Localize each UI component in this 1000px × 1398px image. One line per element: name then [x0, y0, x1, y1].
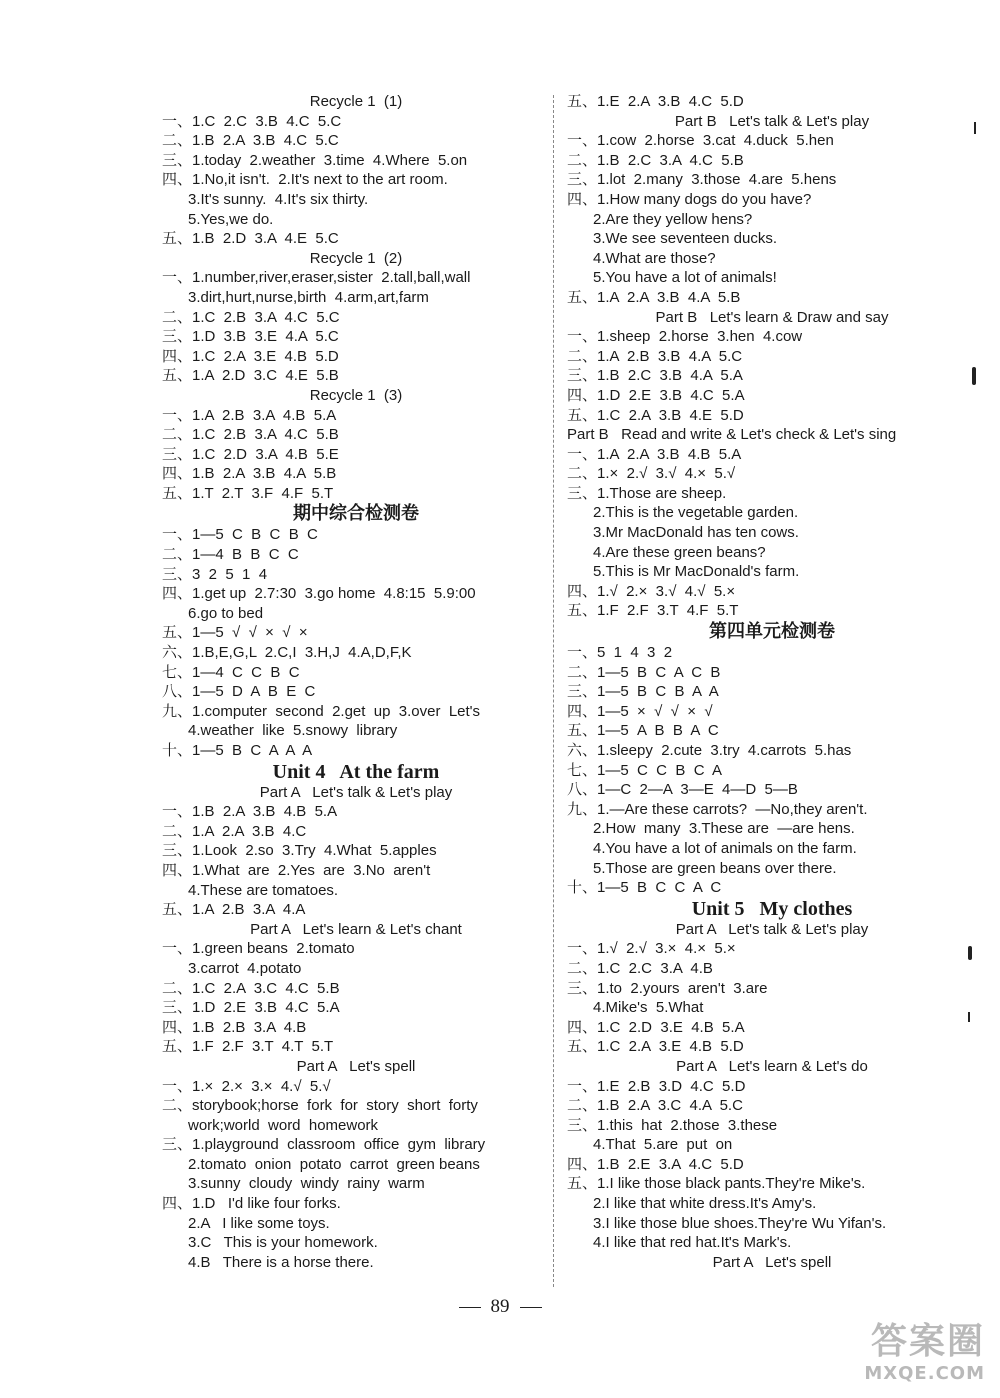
left-column-line: 七、1—4 C C B C: [162, 663, 300, 681]
right-column-line: 四、1.C 2.D 3.E 4.B 5.A: [567, 1018, 745, 1036]
left-column-line: 二、storybook;horse fork for story short forty: [162, 1097, 478, 1115]
right-column-line: 九、1.—Are these carrots? —No,they aren't.: [567, 800, 868, 818]
right-column-line: 五、1.F 2.F 3.T 4.F 5.T: [567, 602, 739, 620]
left-column-line: 五、1.F 2.F 3.T 4.T 5.T: [162, 1038, 334, 1056]
left-column-line: 四、1.What are 2.Yes are 3.No aren't: [162, 861, 431, 879]
column-divider: [553, 95, 554, 1287]
right-column-line: 五、1.C 2.A 3.B 4.E 5.D: [567, 406, 744, 424]
right-column-line: 二、1.× 2.√ 3.√ 4.× 5.√: [567, 465, 736, 483]
left-column-line: 3.C This is your homework.: [188, 1234, 378, 1252]
left-column-line: 五、1.A 2.D 3.C 4.E 5.B: [162, 367, 339, 385]
left-column-line: 二、1.C 2.B 3.A 4.C 5.C: [162, 308, 340, 326]
right-column-line: 五、1.C 2.A 3.E 4.B 5.D: [567, 1038, 744, 1056]
left-column-line: Recycle 1 (1): [309, 93, 403, 110]
right-column-line: 4.What are those?: [593, 249, 716, 267]
right-column-line: 5.This is Mr MacDonald's farm.: [593, 563, 800, 581]
right-column-line: 四、1.D 2.E 3.B 4.C 5.A: [567, 386, 745, 404]
scan-speck: [974, 122, 976, 134]
right-column-line: 2.This is the vegetable garden.: [593, 504, 799, 522]
right-column-line: Part A Let's spell: [712, 1253, 832, 1271]
right-column-line: 3.Mr MacDonald has ten cows.: [593, 524, 799, 542]
right-column-line: 四、1.√ 2.× 3.√ 4.√ 5.×: [567, 582, 736, 600]
right-column-line: 五、1.E 2.A 3.B 4.C 5.D: [567, 93, 744, 110]
left-column-line: 三、3 2 5 1 4: [162, 565, 268, 583]
left-column-line: 4.weather like 5.snowy library: [188, 722, 398, 740]
left-column-line: 一、1.number,river,eraser,sister 2.tall,ball,wall: [162, 269, 471, 287]
left-column-line: 3.dirt,hurt,nurse,birth 4.arm,art,farm: [188, 288, 429, 306]
scan-speck: [968, 946, 972, 960]
left-column-line: 九、1.computer second 2.get up 3.over Let's: [162, 702, 481, 720]
left-column-line: 一、1.× 2.× 3.× 4.√ 5.√: [162, 1077, 331, 1095]
right-column-line: 三、1.this hat 2.those 3.these: [567, 1116, 778, 1134]
right-column-line: 三、1.to 2.yours aren't 3.are: [567, 979, 768, 997]
right-column-line: 五、1.A 2.A 3.B 4.A 5.B: [567, 288, 741, 306]
right-column: [567, 92, 977, 1272]
right-column-line: Part B Read and write & Let's check & Let's sing: [567, 426, 897, 444]
left-column-line: Unit 4 At the farm: [272, 760, 440, 783]
right-column-line: 十、1—5 B C C A C: [567, 879, 722, 897]
scan-speck: [972, 367, 976, 385]
left-column-line: 一、1.C 2.C 3.B 4.C 5.C: [162, 112, 342, 130]
left-column-line: Recycle 1 (3): [309, 386, 403, 404]
right-column-line: 4.Are these green beans?: [593, 543, 766, 561]
page-number-dash-left: [459, 1307, 481, 1308]
right-column-line: 4.Mike's 5.What: [593, 999, 704, 1017]
right-column-line: 七、1—5 C C B C A: [567, 761, 723, 779]
left-column-line: Part A Let's learn & Let's chant: [250, 920, 462, 938]
left-column-line: 期中综合检测卷: [293, 503, 419, 525]
left-column-line: 五、1.A 2.B 3.A 4.A: [162, 901, 306, 919]
left-column-line: 5.Yes,we do.: [188, 210, 274, 228]
right-column-line: 四、1.How many dogs do you have?: [567, 190, 812, 208]
left-column-line: 四、1.No,it isn't. 2.It's next to the art room.: [162, 171, 448, 189]
right-column-line: 一、1.√ 2.√ 3.× 4.× 5.×: [567, 940, 736, 958]
right-column-line: 二、1—5 B C A C B: [567, 663, 721, 681]
left-column-line: 二、1.A 2.A 3.B 4.C: [162, 822, 307, 840]
page-number: [0, 1296, 1000, 1318]
left-column-line: 3.sunny cloudy windy rainy warm: [188, 1175, 425, 1193]
left-column-line: 3.It's sunny. 4.It's six thirty.: [188, 190, 369, 208]
left-column-line: 三、1.D 3.B 3.E 4.A 5.C: [162, 328, 339, 346]
right-column-line: Part A Let's talk & Let's play: [675, 920, 869, 938]
right-column-line: 3.We see seventeen ducks.: [593, 230, 777, 248]
right-column-line: 2.I like that white dress.It's Amy's.: [593, 1195, 817, 1213]
left-column-line: work;world word homework: [188, 1116, 379, 1134]
left-column-line: 六、1.B,E,G,L 2.C,I 3.H,J 4.A,D,F,K: [162, 644, 412, 662]
left-column-line: 三、1.playground classroom office gym library: [162, 1136, 486, 1154]
right-column-line: 5.Those are green beans over there.: [593, 859, 837, 877]
left-column-line: 4.These are tomatoes.: [188, 881, 339, 899]
left-column-line: 三、1.Look 2.so 3.Try 4.What 5.apples: [162, 842, 437, 860]
left-column-line: 2.A I like some toys.: [188, 1214, 330, 1232]
left-column-line: 二、1—4 B B C C: [162, 546, 299, 564]
page-number-value: 89: [490, 1296, 510, 1317]
right-column-line: 二、1.B 2.A 3.C 4.A 5.C: [567, 1097, 743, 1115]
right-column-line: 一、1.A 2.A 3.B 4.B 5.A: [567, 445, 742, 463]
left-column-line: 三、1.C 2.D 3.A 4.B 5.E: [162, 445, 339, 463]
left-column-line: 四、1.D I'd like four forks.: [162, 1195, 341, 1213]
right-column-line: 四、1.B 2.E 3.A 4.C 5.D: [567, 1155, 744, 1173]
right-column-line: Unit 5 My clothes: [691, 897, 853, 920]
right-column-line: 四、1—5 × √ √ × √: [567, 702, 713, 720]
left-column-line: 五、1.T 2.T 3.F 4.F 5.T: [162, 484, 334, 502]
left-column-line: 四、1.C 2.A 3.E 4.B 5.D: [162, 347, 339, 365]
right-column-line: 五、1.I like those black pants.They're Mike's.: [567, 1175, 866, 1193]
right-column-line: 一、5 1 4 3 2: [567, 644, 673, 662]
right-column-line: 八、1—C 2—A 3—E 4—D 5—B: [567, 781, 798, 799]
left-column-line: 四、1.B 2.A 3.B 4.A 5.B: [162, 465, 337, 483]
right-column-line: 二、1.C 2.C 3.A 4.B: [567, 959, 713, 977]
left-column-line: 五、1—5 √ √ × √ ×: [162, 624, 308, 642]
right-column-line: 4.That 5.are put on: [593, 1136, 733, 1154]
left-column-line: Part A Let's spell: [296, 1057, 416, 1075]
right-column-line: 一、1.cow 2.horse 3.cat 4.duck 5.hen: [567, 132, 834, 150]
left-column-line: 3.carrot 4.potato: [188, 959, 302, 977]
left-column-line: 二、1.B 2.A 3.B 4.C 5.C: [162, 132, 339, 150]
watermark-url: MXQE.COM: [864, 1363, 985, 1384]
scan-speck: [968, 1012, 970, 1022]
right-column-line: 4.You have a lot of animals on the farm.: [593, 839, 857, 857]
left-column-line: 4.B There is a horse there.: [188, 1253, 374, 1271]
left-column-line: Recycle 1 (2): [309, 249, 403, 267]
right-column-line: Part A Let's learn & Let's do: [676, 1057, 868, 1075]
left-column-line: 五、1.B 2.D 3.A 4.E 5.C: [162, 230, 339, 248]
right-column-line: 三、1.B 2.C 3.B 4.A 5.A: [567, 367, 743, 385]
right-column-line: 3.I like those blue shoes.They're Wu Yifan's.: [593, 1214, 887, 1232]
right-column-line: 2.Are they yellow hens?: [593, 210, 753, 228]
right-column-line: 三、1.Those are sheep.: [567, 484, 727, 502]
left-column-line: 八、1—5 D A B E C: [162, 683, 316, 701]
right-column-line: 三、1—5 B C B A A: [567, 683, 719, 701]
left-column-line: 二、1.C 2.A 3.C 4.C 5.B: [162, 979, 340, 997]
left-column-line: 6.go to bed: [188, 604, 264, 622]
page-number-dash-right: [520, 1307, 542, 1308]
left-column-line: 三、1.today 2.weather 3.time 4.Where 5.on: [162, 151, 468, 169]
right-column-line: 第四单元检测卷: [709, 621, 835, 643]
left-column-line: 四、1.get up 2.7:30 3.go home 4.8:15 5.9:00: [162, 585, 476, 603]
right-column-line: 一、1.E 2.B 3.D 4.C 5.D: [567, 1077, 746, 1095]
right-column-line: Part B Let's learn & Draw and say: [655, 308, 889, 326]
left-column-line: 一、1.green beans 2.tomato: [162, 940, 355, 958]
left-column-line: 二、1.C 2.B 3.A 4.C 5.B: [162, 426, 339, 444]
left-column-line: Part A Let's talk & Let's play: [259, 783, 453, 801]
left-column-line: 四、1.B 2.B 3.A 4.B: [162, 1018, 307, 1036]
right-column-line: 三、1.lot 2.many 3.those 4.are 5.hens: [567, 171, 837, 189]
right-column-line: 六、1.sleepy 2.cute 3.try 4.carrots 5.has: [567, 742, 852, 759]
right-column-line: Part B Let's talk & Let's play: [674, 112, 870, 130]
watermark: [835, 1320, 985, 1390]
right-column-line: 五、1—5 A B B A C: [567, 722, 719, 740]
left-column-line: 2.tomato onion potato carrot green beans: [188, 1155, 480, 1173]
left-column-line: 一、1—5 C B C B C: [162, 526, 318, 544]
left-column-line: 十、1—5 B C A A A: [162, 742, 313, 759]
right-column-line: 一、1.sheep 2.horse 3.hen 4.cow: [567, 328, 803, 346]
right-column-line: 5.You have a lot of animals!: [593, 269, 777, 287]
right-column-line: 二、1.A 2.B 3.B 4.A 5.C: [567, 347, 743, 365]
left-column-line: 一、1.B 2.A 3.B 4.B 5.A: [162, 803, 338, 821]
left-column: [162, 92, 550, 1272]
right-column-line: 2.How many 3.These are —are hens.: [593, 820, 855, 838]
right-column-line: 二、1.B 2.C 3.A 4.C 5.B: [567, 151, 744, 169]
right-column-line: 4.I like that red hat.It's Mark's.: [593, 1234, 792, 1252]
watermark-logo: 答案圈: [870, 1321, 985, 1362]
left-column-line: 三、1.D 2.E 3.B 4.C 5.A: [162, 999, 340, 1017]
left-column-line: 一、1.A 2.B 3.A 4.B 5.A: [162, 406, 337, 424]
